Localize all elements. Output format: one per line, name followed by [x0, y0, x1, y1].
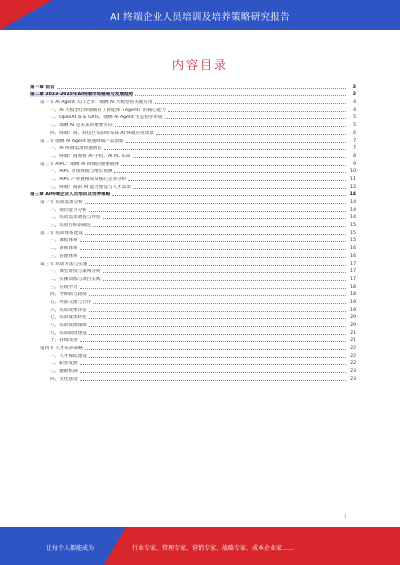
toc-entry-title: 第一节 AI Agent 入口之争：端侧 AI 大模型的关键应用: [40, 100, 153, 106]
toc-entry-title: 二、终端厂商加快 AI 手机、AI PC 布局: [50, 153, 131, 159]
toc-entry-page: 15: [350, 223, 356, 229]
toc-leader-dots: [135, 95, 346, 96]
toc-leader-dots: [103, 272, 346, 273]
toc-entry[interactable]: [30, 290, 356, 298]
toc-leader-dots: [80, 364, 346, 365]
toc-entry-title: 一、AIPC 市场规模与增长预测: [50, 169, 113, 175]
toc-entry-page: 4: [353, 107, 356, 113]
toc-entry[interactable]: [30, 267, 356, 275]
toc-entry-title: 一、人才梯队建设: [50, 353, 87, 359]
toc-leader-dots: [80, 372, 346, 373]
toc-entry-title: 二、讲师体系: [50, 246, 78, 252]
toc-leader-dots: [89, 357, 346, 358]
toc-entry[interactable]: [30, 197, 356, 205]
toc-leader-dots: [133, 188, 346, 189]
toc-entry-page: 8: [353, 153, 356, 159]
toc-entry[interactable]: [30, 120, 356, 128]
toc-leader-dots: [121, 165, 346, 166]
toc-entry-page: 11: [350, 176, 356, 182]
toc-leader-dots: [112, 195, 346, 196]
toc-entry-page: 17: [350, 269, 356, 275]
toc-leader-dots: [89, 311, 346, 312]
toc-leader-dots: [103, 218, 346, 219]
toc-entry-page: 23: [350, 376, 356, 382]
toc-entry-page: 14: [349, 192, 356, 198]
toc-entry[interactable]: [30, 182, 356, 190]
toc-entry-page: 22: [350, 346, 356, 352]
toc-entry-title: 四、导师制与轮岗: [50, 292, 87, 298]
toc-entry[interactable]: [30, 328, 356, 336]
toc-leader-dots: [93, 303, 346, 304]
toc-entry[interactable]: [30, 359, 356, 367]
toc-entry[interactable]: [30, 259, 356, 267]
toc-leader-dots: [80, 249, 346, 250]
toc-entry-title: 一、课程体系: [50, 238, 78, 244]
toc-entry-title: 第二节 培训体系建设: [40, 230, 83, 236]
toc-entry-page: 7: [353, 138, 356, 144]
toc-entry-title: 第三节 AIPC：端侧 AI 终端的重要载体: [40, 161, 120, 167]
toc-entry-page: 15: [350, 238, 356, 244]
toc-entry[interactable]: [30, 167, 356, 175]
toc-leader-dots: [115, 126, 346, 127]
toc-entry-title: 二、AIPC 产业链格局及核心企业分析: [50, 176, 127, 182]
footer-red-wedge: [104, 527, 126, 565]
toc-entry-page: 17: [350, 261, 356, 267]
toc-leader-dots: [80, 288, 346, 289]
report-title: AI 终端企业人员培训及培养策略研究报告: [110, 12, 290, 23]
toc-entry-title: 八、培训资源保障: [50, 323, 87, 328]
toc-entry[interactable]: [30, 313, 356, 321]
toc-entry-page: 20: [350, 315, 356, 321]
toc-entry-title: 第二章 2023-2025年AI终端市场格局与发展趋势: [30, 92, 134, 98]
toc-leader-dots: [93, 226, 346, 227]
toc-leader-dots: [165, 118, 346, 119]
footer-roles: 行业专家、管理专家、营销专家、战略专家、成本企业家……: [132, 545, 295, 552]
toc-leader-dots: [114, 172, 346, 173]
toc-entry-page: 23: [350, 369, 356, 375]
toc-entry[interactable]: [30, 274, 356, 282]
toc-entry-page: 22: [350, 361, 356, 367]
toc-entry-page: 17: [350, 276, 356, 282]
toc-entry-title: 一、AI 大模型让终端拥有了智能体（Agent）的核心能力: [50, 107, 167, 113]
toc-entry-page: 21: [350, 338, 356, 344]
toc-entry-page: 12: [350, 184, 356, 190]
toc-entry-page: 16: [350, 246, 356, 252]
toc-entry-title: 二、OpenAI 发布 GPTs，端侧 AI Agent 生态初步形成: [50, 115, 163, 121]
toc-entry-page: 18: [350, 292, 356, 298]
toc-entry-page: 20: [350, 323, 356, 328]
toc-entry[interactable]: [30, 97, 356, 105]
toc-entry-title: 三、端侧 AI 是未来的重要方向: [50, 123, 113, 129]
toc-entry[interactable]: [30, 105, 356, 113]
toc-leader-dots: [89, 334, 346, 335]
toc-entry[interactable]: [30, 151, 356, 159]
toc-entry-page: 3: [352, 84, 356, 90]
toc-entry-page: 22: [350, 353, 356, 359]
toc-entry[interactable]: [30, 213, 356, 221]
toc-entry-title: 三、终端厂商的 AI 能力建设与人才需求: [50, 184, 131, 190]
toc-entry[interactable]: [30, 305, 356, 313]
toc-entry-title: 第三章 AI终端企业人员培训及培养策略: [30, 192, 111, 198]
toc-entry-title: 三、在线学习: [50, 284, 78, 290]
toc-entry-title: 六、培训效果评估: [50, 307, 87, 313]
toc-leader-dots: [103, 280, 346, 281]
toc-leader-dots: [80, 380, 346, 381]
toc-entry-title: 第二节 端侧 AI Agent 加速终端产品创新: [40, 138, 124, 144]
toc-entry-page: 19: [350, 307, 356, 313]
toc-entry[interactable]: [30, 343, 356, 351]
toc-entry-title: 三、培训目标的确定: [50, 223, 92, 229]
toc-leader-dots: [57, 88, 346, 89]
toc-leader-dots: [168, 111, 346, 112]
toc-leader-dots: [89, 326, 346, 327]
toc-entry[interactable]: [30, 251, 356, 259]
toc-entry-title: 第四节 人才培养策略: [40, 346, 83, 352]
toc-entry-title: 第三节 培训方法与实施: [40, 261, 88, 267]
toc-entry-title: 二、培训需求调查与评估: [50, 215, 101, 221]
toc-entry-title: 一、课堂讲授与案例分析: [50, 269, 101, 275]
toc-leader-dots: [89, 265, 346, 266]
toc-entry-title: 十、持续改进: [50, 338, 78, 344]
toc-leader-dots: [89, 295, 346, 296]
toc-entry-title: 五、外部交流与合作: [50, 299, 92, 305]
toc-leader-dots: [104, 149, 346, 150]
toc-entry[interactable]: [30, 320, 356, 328]
footer-slogan: 让每个人都能成为: [46, 545, 95, 552]
toc-entry-page: 6: [353, 130, 356, 136]
toc-entry-page: 14: [350, 200, 356, 205]
toc-entry-page: 5: [353, 123, 356, 129]
toc-entry-title: 三、管理体系: [50, 253, 78, 259]
footer-bar: [0, 527, 400, 565]
toc-leader-dots: [80, 257, 346, 258]
toc-leader-dots: [80, 341, 346, 342]
toc-entry[interactable]: [30, 144, 356, 152]
header-bar: [0, 0, 400, 30]
toc-entry-page: 21: [350, 330, 356, 336]
toc-entry[interactable]: [30, 174, 356, 182]
toc-entry-title: 四、终端厂商、科技巨头纷纷布局 AI 终端应用场景: [50, 130, 154, 136]
toc-entry-title: 一、岗位能力分析: [50, 207, 87, 213]
toc-entry[interactable]: [30, 243, 356, 251]
toc-entry-title: 四、文化建设: [50, 376, 78, 382]
toc-leader-dots: [133, 157, 346, 158]
toc-entry-title: 一、AI 终端需求快速增长: [50, 146, 102, 152]
toc-entry[interactable]: [30, 374, 356, 382]
table-of-contents: [30, 82, 356, 519]
toc-leader-dots: [89, 318, 346, 319]
toc-leader-dots: [85, 349, 346, 350]
toc-entry-title: 第一节 培训需求分析: [40, 200, 83, 205]
toc-entry[interactable]: [30, 236, 356, 244]
toc-entry-page: 3: [352, 92, 356, 98]
toc-entry[interactable]: [30, 220, 356, 228]
toc-entry-title: 七、培训成果转化: [50, 315, 87, 321]
toc-entry-title: 二、实操训练与项目实践: [50, 276, 101, 282]
toc-leader-dots: [85, 234, 346, 235]
page-number: 1: [344, 514, 347, 519]
toc-leader-dots: [80, 241, 346, 242]
toc-leader-dots: [85, 203, 346, 204]
toc-leader-dots: [155, 103, 346, 104]
toc-entry[interactable]: [30, 136, 356, 144]
toc-leader-dots: [156, 134, 346, 135]
toc-entry[interactable]: [30, 351, 356, 359]
toc-entry-title: 二、职业发展: [50, 361, 78, 367]
toc-entry-page: 14: [350, 207, 356, 213]
toc-entry-page: 4: [353, 100, 356, 106]
toc-entry[interactable]: [30, 228, 356, 236]
toc-entry-page: 18: [350, 284, 356, 290]
toc-entry[interactable]: [30, 282, 356, 290]
toc-entry-title: 第一章 前言: [30, 84, 55, 90]
toc-entry-page: 7: [353, 146, 356, 152]
toc-entry[interactable]: [30, 82, 356, 90]
toc-entry-page: 9: [353, 161, 356, 167]
toc-leader-dots: [128, 180, 346, 181]
toc-heading: 内容目录: [171, 58, 228, 72]
toc-entry-page: 16: [350, 253, 356, 259]
toc-entry[interactable]: [30, 190, 356, 198]
toc-entry[interactable]: [30, 128, 356, 136]
toc-entry-page: 10: [350, 169, 356, 175]
toc-entry-page: 19: [350, 299, 356, 305]
toc-leader-dots: [126, 142, 346, 143]
toc-entry[interactable]: [30, 159, 356, 167]
toc-entry[interactable]: [30, 297, 356, 305]
toc-entry-page: 5: [353, 115, 356, 121]
toc-entry[interactable]: [30, 366, 356, 374]
toc-entry-title: 三、激励机制: [50, 369, 78, 375]
toc-entry[interactable]: [30, 90, 356, 98]
toc-entry-page: 14: [350, 215, 356, 221]
toc-leader-dots: [89, 211, 346, 212]
toc-entry[interactable]: [30, 113, 356, 121]
toc-entry-page: 15: [350, 230, 356, 236]
toc-entry[interactable]: [30, 205, 356, 213]
toc-entry[interactable]: [30, 336, 356, 344]
toc-entry-title: 九、培训制度建设: [50, 330, 87, 336]
